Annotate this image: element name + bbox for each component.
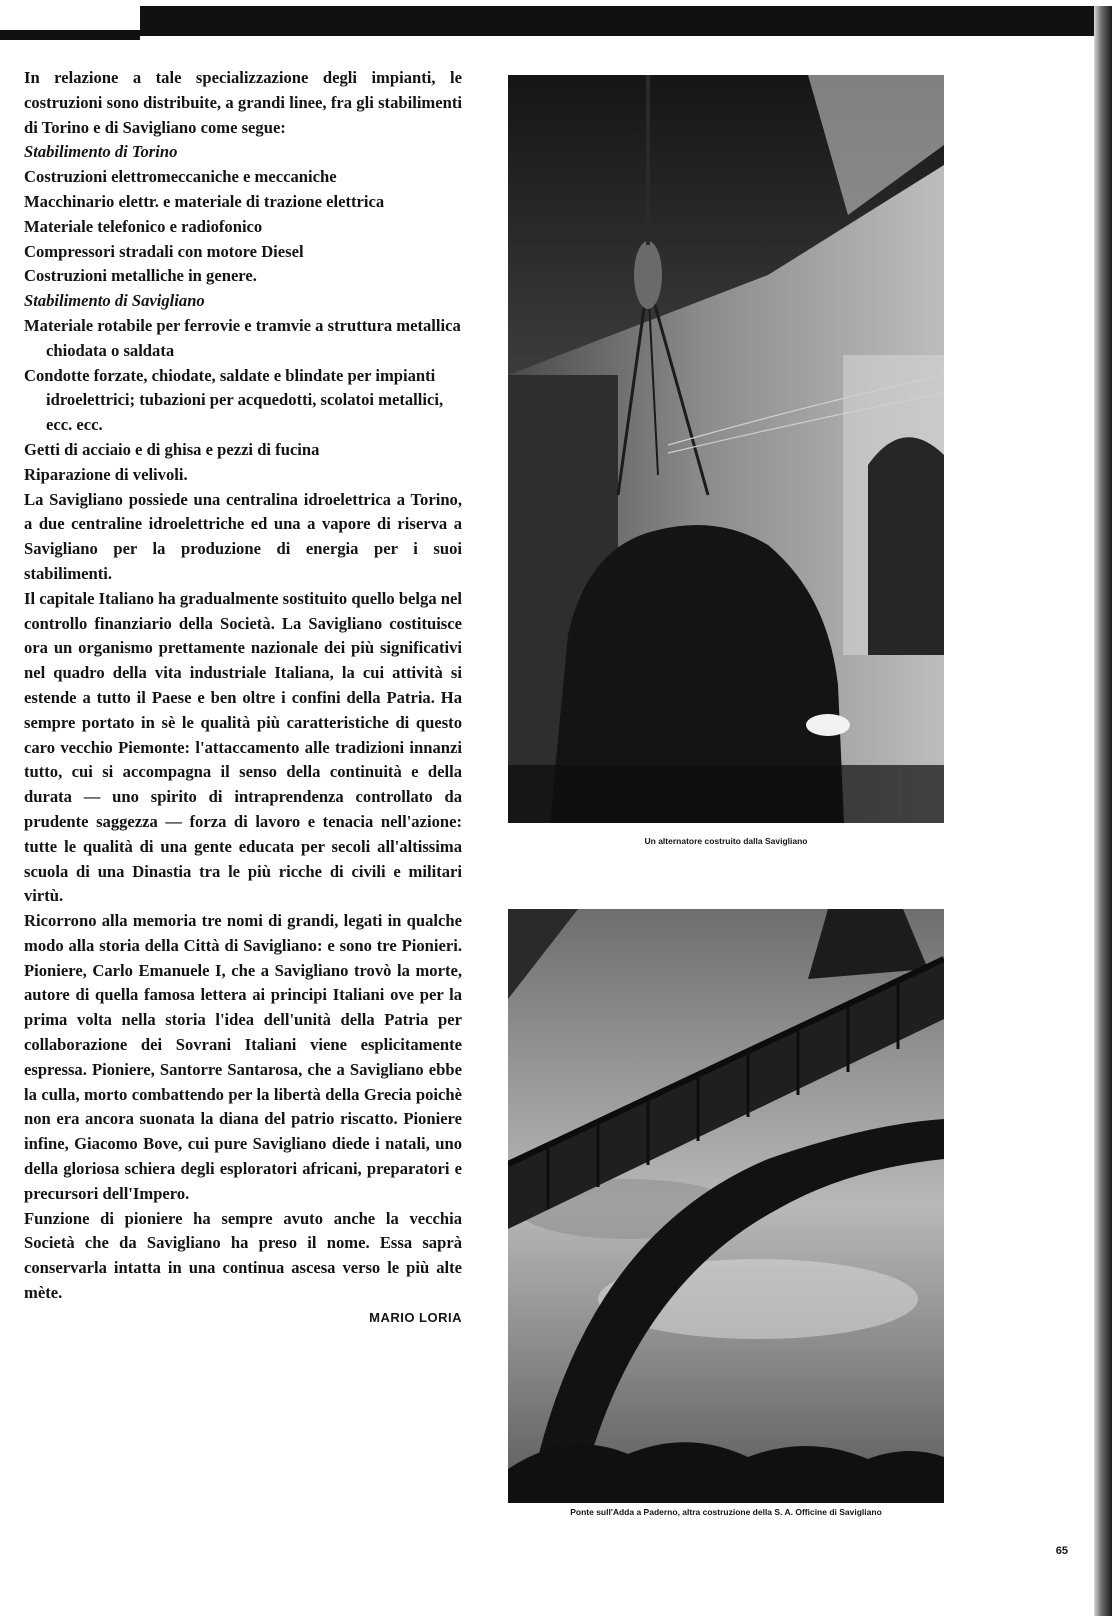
list-item: Macchinario elettr. e materiale di trazione elettrica: [24, 191, 385, 211]
bridge-photo: [508, 909, 944, 1503]
alternator-photo: [508, 75, 944, 823]
article-text-column: [24, 66, 462, 1331]
heading-savigliano: Stabilimento di Savigliano: [24, 291, 205, 311]
alternator-illustration: [508, 75, 944, 823]
list-item: Costruzioni metalliche in genere.: [24, 266, 257, 286]
page-number: 65: [1055, 1545, 1068, 1557]
scan-top-shadow: [140, 6, 1112, 36]
paragraph-intro: In relazione a tale specializzazione degli impianti, le costruzioni sono distribuite, a grandi linee, fra gli stabilimenti di Torino e di Savigliano come segue:: [24, 68, 462, 137]
list-item: Costruzioni elettromeccaniche e meccaniche: [24, 167, 337, 187]
heading-torino: Stabilimento di Torino: [24, 142, 178, 162]
paragraph-centraline: La Savigliano possiede una centralina idroelettrica a Torino, a due centraline idroelettriche ed una a vapore di riserva a Savigliano per la produzione di energia per i suoi stabilimenti.: [24, 489, 462, 583]
paragraph-pionieri: Ricorrono alla memoria tre nomi di grandi, legati in qualche modo alla storia della Città di Savigliano: e sono tre Pionieri. Pioniere, Carlo Emanuele I, che a Savigliano trovò la morte, autore di quella famosa lettera ai principi Italiani ove per la prima volta nella storia l'idea dell'unità della Patria per collaborazione dei Sovrani Italiani viene esplicitamente espressa. Pioniere, Santorre Santarosa, che a Savigliano ebbe la culla, morto combattendo per la libertà della Grecia poichè non era ancora suonata la diana del patrio riscatto. Pioniere infine, Giacomo Bove, cui pure Savigliano diede i natali, uno della gloriosa schiera degli esploratori africani, preparatori e precursori dell'Impero.: [24, 911, 462, 1203]
alternator-photo-caption: Un alternatore costruito dalla Savigliano: [644, 836, 808, 846]
list-item: Getti di acciaio e di ghisa e pezzi di fucina: [24, 439, 320, 459]
list-item: Condotte forzate, chiodate, saldate e blindate per impianti idroelettrici; tubazioni per acquedotti, scolatoi metallici, ecc. ecc.: [24, 365, 444, 435]
list-item: Compressori stradali con motore Diesel: [24, 241, 304, 261]
scan-margin-tab: [0, 6, 140, 40]
bridge-photo-caption: Ponte sull'Adda a Paderno, altra costruzione della S. A. Officine di Savigliano: [570, 1507, 882, 1517]
list-item: Materiale telefonico e radiofonico: [24, 216, 263, 236]
list-item: Materiale rotabile per ferrovie e tramvie a struttura metallica chiodata o saldata: [24, 315, 461, 360]
scan-page-edge: [1094, 6, 1112, 1616]
paragraph-funzione: Funzione di pioniere ha sempre avuto anche la vecchia Società che da Savigliano ha preso il nome. Essa saprà conservarla intatta in una continua ascesa verso le più alte mète.: [24, 1208, 462, 1303]
paragraph-capitale: Il capitale Italiano ha gradualmente sostituito quello belga nel controllo finanziario della Società. La Savigliano costituisce ora un organismo prettamente nazionale dei più significativi nel quadro della vita industriale Italiana, la cui attività si estende a tutto il Paese e ben oltre i confini della Patria. Ha sempre portato in sè le qualità più caratteristiche di questo caro vecchio Piemonte: l'attaccamento alle tradizioni innanzi tutto, cui si accompagna il senso della continuità e della durata — uno spirito di intraprendenza controllato da prudente saggezza — forza di lavoro e tenacia nell'azione: tutte le qualità di una gente educata per secoli all'altissima scuola di una Dinastia tra le più ricche di civili e militari virtù.: [24, 588, 462, 906]
bridge-illustration: [508, 909, 944, 1503]
list-item: Riparazione di velivoli.: [24, 464, 188, 484]
author-signature: MARIO LORIA: [369, 1309, 462, 1325]
